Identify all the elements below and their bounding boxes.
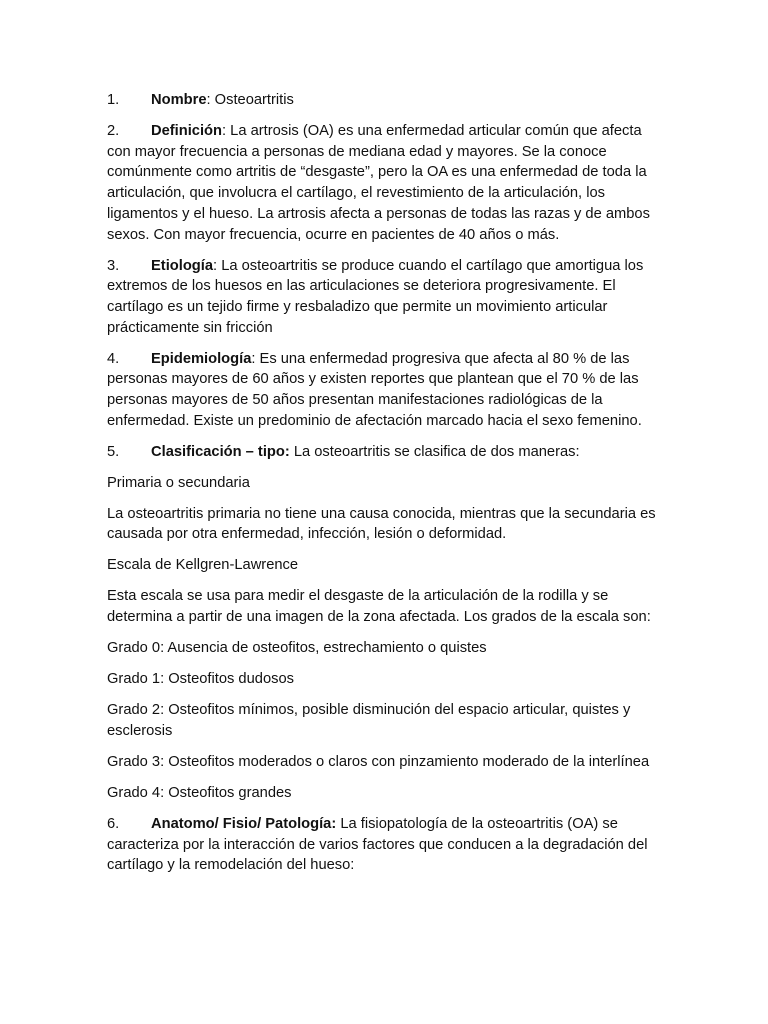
section-term: Anatomo/ Fisio/ Patología: xyxy=(151,815,337,832)
section-text: La fisiopatología de la osteoartritis (OA) se caracteriza por la interacción de varios factores que conducen a la degradación del cartílago y la remodelación del hueso: xyxy=(107,815,648,874)
grade-3: Grado 3: Osteofitos moderados o claros con pinzamiento moderado de la interlínea xyxy=(107,753,650,770)
section-text: La artrosis (OA) es una enfermedad articular común que afecta con mayor frecuencia a personas de mediana edad y mayores. Se la conoce comúnmente como artritis de “desgaste”, pero la OA es una enfermedad de toda la articulación, que involucra el cartílago, el revestimiento de la articulación, los ligamentos y el hueso. La artrosis afecta a personas de todas las razas y de ambos sexos. Con mayor frecuencia, ocurre en pacientes de 40 años o más. xyxy=(107,123,650,243)
section-term: Etiología xyxy=(151,257,214,274)
primary-secondary-text: La osteoartritis primaria no tiene una causa conocida, mientras que la secundaria es causada por otra enfermedad, infección, lesión o deformidad. xyxy=(107,505,656,543)
section-separator: : xyxy=(213,257,222,274)
document-page xyxy=(107,90,667,886)
grade-4: Grado 4: Osteofitos grandes xyxy=(107,784,292,801)
section-text: La osteoartritis se clasifica de dos maneras: xyxy=(293,443,580,460)
primary-secondary-heading: Primaria o secundaria xyxy=(107,474,250,491)
section-term: Clasificación – tipo: xyxy=(151,443,290,460)
section-separator: : xyxy=(206,92,215,108)
grade-1: Grado 1: Osteofitos dudosos xyxy=(107,671,294,688)
grade-2: Grado 2: Osteofitos mínimos, posible disminución del espacio articular, quistes y esclerosis xyxy=(107,702,631,739)
section-epidemiologia xyxy=(107,349,667,432)
section-nombre xyxy=(107,90,667,111)
section-text: La osteoartritis se produce cuando el cartílago que amortigua los extremos de los huesos en las articulaciones se deteriora progresivamente. El cartílago es un tejido firme y resbaladizo que permite un movimiento articular prácticamente sin fricción xyxy=(107,257,644,336)
section-number: 3. xyxy=(107,257,120,274)
section-number: 4. xyxy=(107,350,120,367)
section-etiologia xyxy=(107,256,667,339)
section-definicion xyxy=(107,121,667,245)
section-separator: : xyxy=(251,350,260,367)
section-term: Nombre xyxy=(151,92,207,108)
section-anatomo-fisio-patologia xyxy=(107,814,667,876)
grade-0: Grado 0: Ausencia de osteofitos, estrechamiento o quistes xyxy=(107,640,487,657)
section-number: 2. xyxy=(107,123,120,139)
section-term: Epidemiología xyxy=(151,350,252,367)
section-number: 1. xyxy=(107,92,120,108)
section-number: 5. xyxy=(107,443,120,460)
kellgren-lawrence-text: Esta escala se usa para medir el desgaste de la articulación de la rodilla y se determina a partir de una imagen de la zona afectada. Los grados de la escala son: xyxy=(107,588,651,626)
section-separator: : xyxy=(222,123,231,139)
section-text: Es una enfermedad progresiva que afecta al 80 % de las personas mayores de 60 años y existen reportes que plantean que el 70 % de las personas mayores de 50 años presentan manifestaciones radiológicas de la enfermedad. Existe un predominio de afectación marcado hacia el sexo femenino. xyxy=(107,350,642,429)
kellgren-lawrence-heading: Escala de Kellgren-Lawrence xyxy=(107,557,299,574)
section-text: Osteoartritis xyxy=(214,92,294,108)
section-clasificacion xyxy=(107,442,667,463)
section-term: Definición xyxy=(151,123,222,139)
section-number: 6. xyxy=(107,815,120,832)
